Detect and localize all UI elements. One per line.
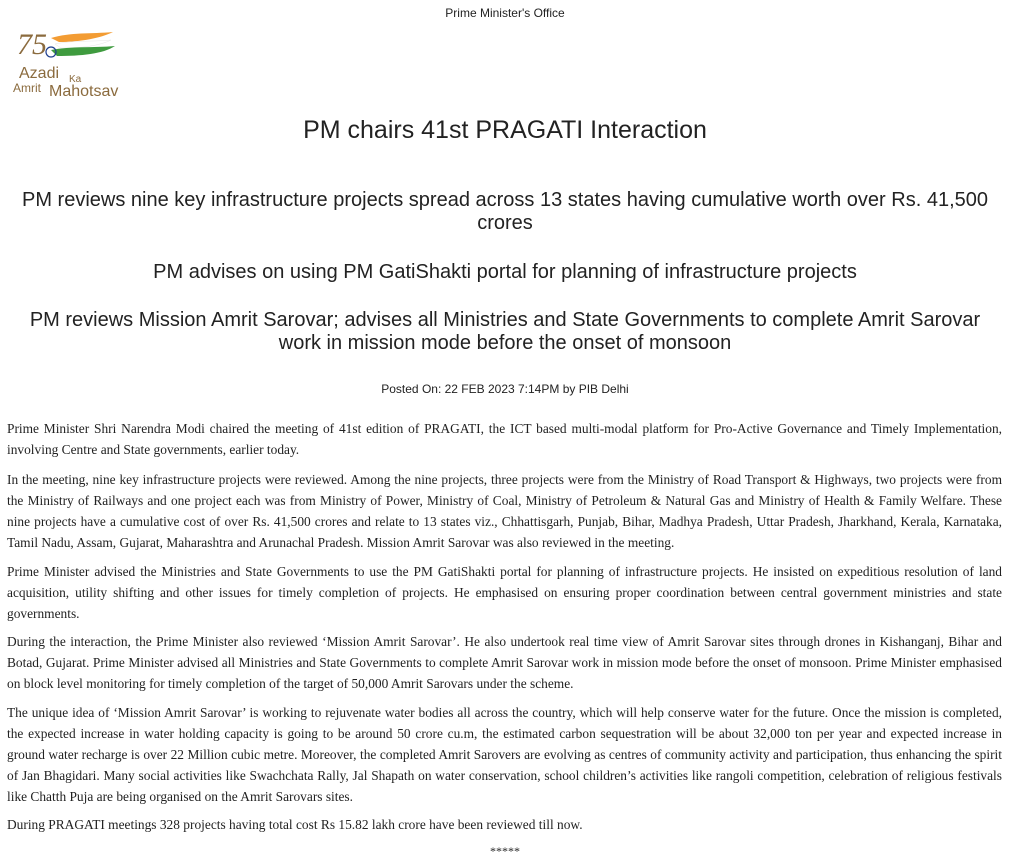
- subtitle-3: PM reviews Mission Amrit Sarovar; advises all Ministries and State Governments to complete Amrit Sarovar work in mission mode before the onset of monsoon: [29, 309, 981, 354]
- paragraph-6: During PRAGATI meetings 328 projects having total cost Rs 15.82 lakh crore have been reviewed till now.: [7, 817, 583, 832]
- paragraph-3: Prime Minister advised the Ministries and State Governments to use the PM GatiShakti portal for planning of infrastructure projects. He insisted on expeditious resolution of land acquisition, utility shifting and other issues for timely completion of projects. He emphasised on ensuring proper coordination between central government ministries and state governments.: [7, 564, 1002, 621]
- page-title: PM chairs 41st PRAGATI Interaction: [303, 116, 707, 144]
- paragraph-1: Prime Minister Shri Narendra Modi chaired the meeting of 41st edition of PRAGATI, the ICT based multi-modal platform for Pro-Active Governance and Timely Implementation, involving Centre and State governments, earlier today.: [7, 421, 1002, 457]
- logo-word-mahotsav: Mahotsav: [49, 83, 119, 100]
- azadi-ka-amrit-mahotsav-logo: [11, 26, 143, 102]
- end-mark: *****: [490, 844, 520, 858]
- subtitle-1: PM reviews nine key infrastructure projects spread across 13 states having cumulative worth over Rs. 41,500 crores: [22, 189, 988, 234]
- ministry-name: Prime Minister's Office: [445, 6, 565, 20]
- logo-emblem: [11, 26, 143, 102]
- posted-date: Posted On: 22 FEB 2023 7:14PM by PIB Delhi: [381, 382, 629, 396]
- paragraph-5: The unique idea of ‘Mission Amrit Sarovar’ is working to rejuvenate water bodies all across the country, which will help conserve water for the future. Once the mission is completed, the expected increase in water holding capacity is going to be around 50 crore cu.m, the estimated carbon sequestration will be about 32,000 ton per year and expected increase in ground water recharge is over 22 Million cubic metre. Moreover, the completed Amrit Sarovers are evolving as centres of community activity and participation, thus enhancing the spirit of Jan Bhagidari. Many social activities like Swachchata Rally, Jal Shapath on water conservation, school children’s activities like rangoli competition, celebration of religious festivals like Chatth Puja are being organised on the Amrit Sarovars sites.: [7, 705, 1002, 804]
- paragraph-4: During the interaction, the Prime Minister also reviewed ‘Mission Amrit Sarovar’. He also undertook real time view of Amrit Sarovar sites through drones in Kishanganj, Bihar and Botad, Gujarat. Prime Minister advised all Ministries and State Governments to complete Amrit Sarovar work in mission mode before the onset of monsoon. Prime Minister emphasised on block level monitoring for timely completion of the target of 50,000 Amrit Sarovars under the scheme.: [7, 634, 1002, 691]
- logo-number: 75: [17, 28, 47, 61]
- subtitle-2: PM advises on using PM GatiShakti portal for planning of infrastructure projects: [153, 261, 857, 283]
- paragraph-2: In the meeting, nine key infrastructure projects were reviewed. Among the nine projects, three projects were from the Ministry of Road Transport & Highways, two projects were from the Ministry of Railways and one project each was from Ministry of Power, Ministry of Coal, Ministry of Petroleum & Natural Gas and Ministry of Health & Family Welfare. These nine projects have a cumulative cost of over Rs. 41,500 crores and relate to 13 states viz., Chhattisgarh, Punjab, Bihar, Madhya Pradesh, Uttar Pradesh, Jharkhand, Kerala, Karnataka, Tamil Nadu, Assam, Gujarat, Maharashtra and Arunachal Pradesh. Mission Amrit Sarovar was also reviewed in the meeting.: [7, 472, 1002, 550]
- logo-word-ka: Ka: [69, 74, 82, 85]
- logo-word-amrit: Amrit: [13, 81, 41, 95]
- logo-word-azadi: Azadi: [19, 65, 60, 82]
